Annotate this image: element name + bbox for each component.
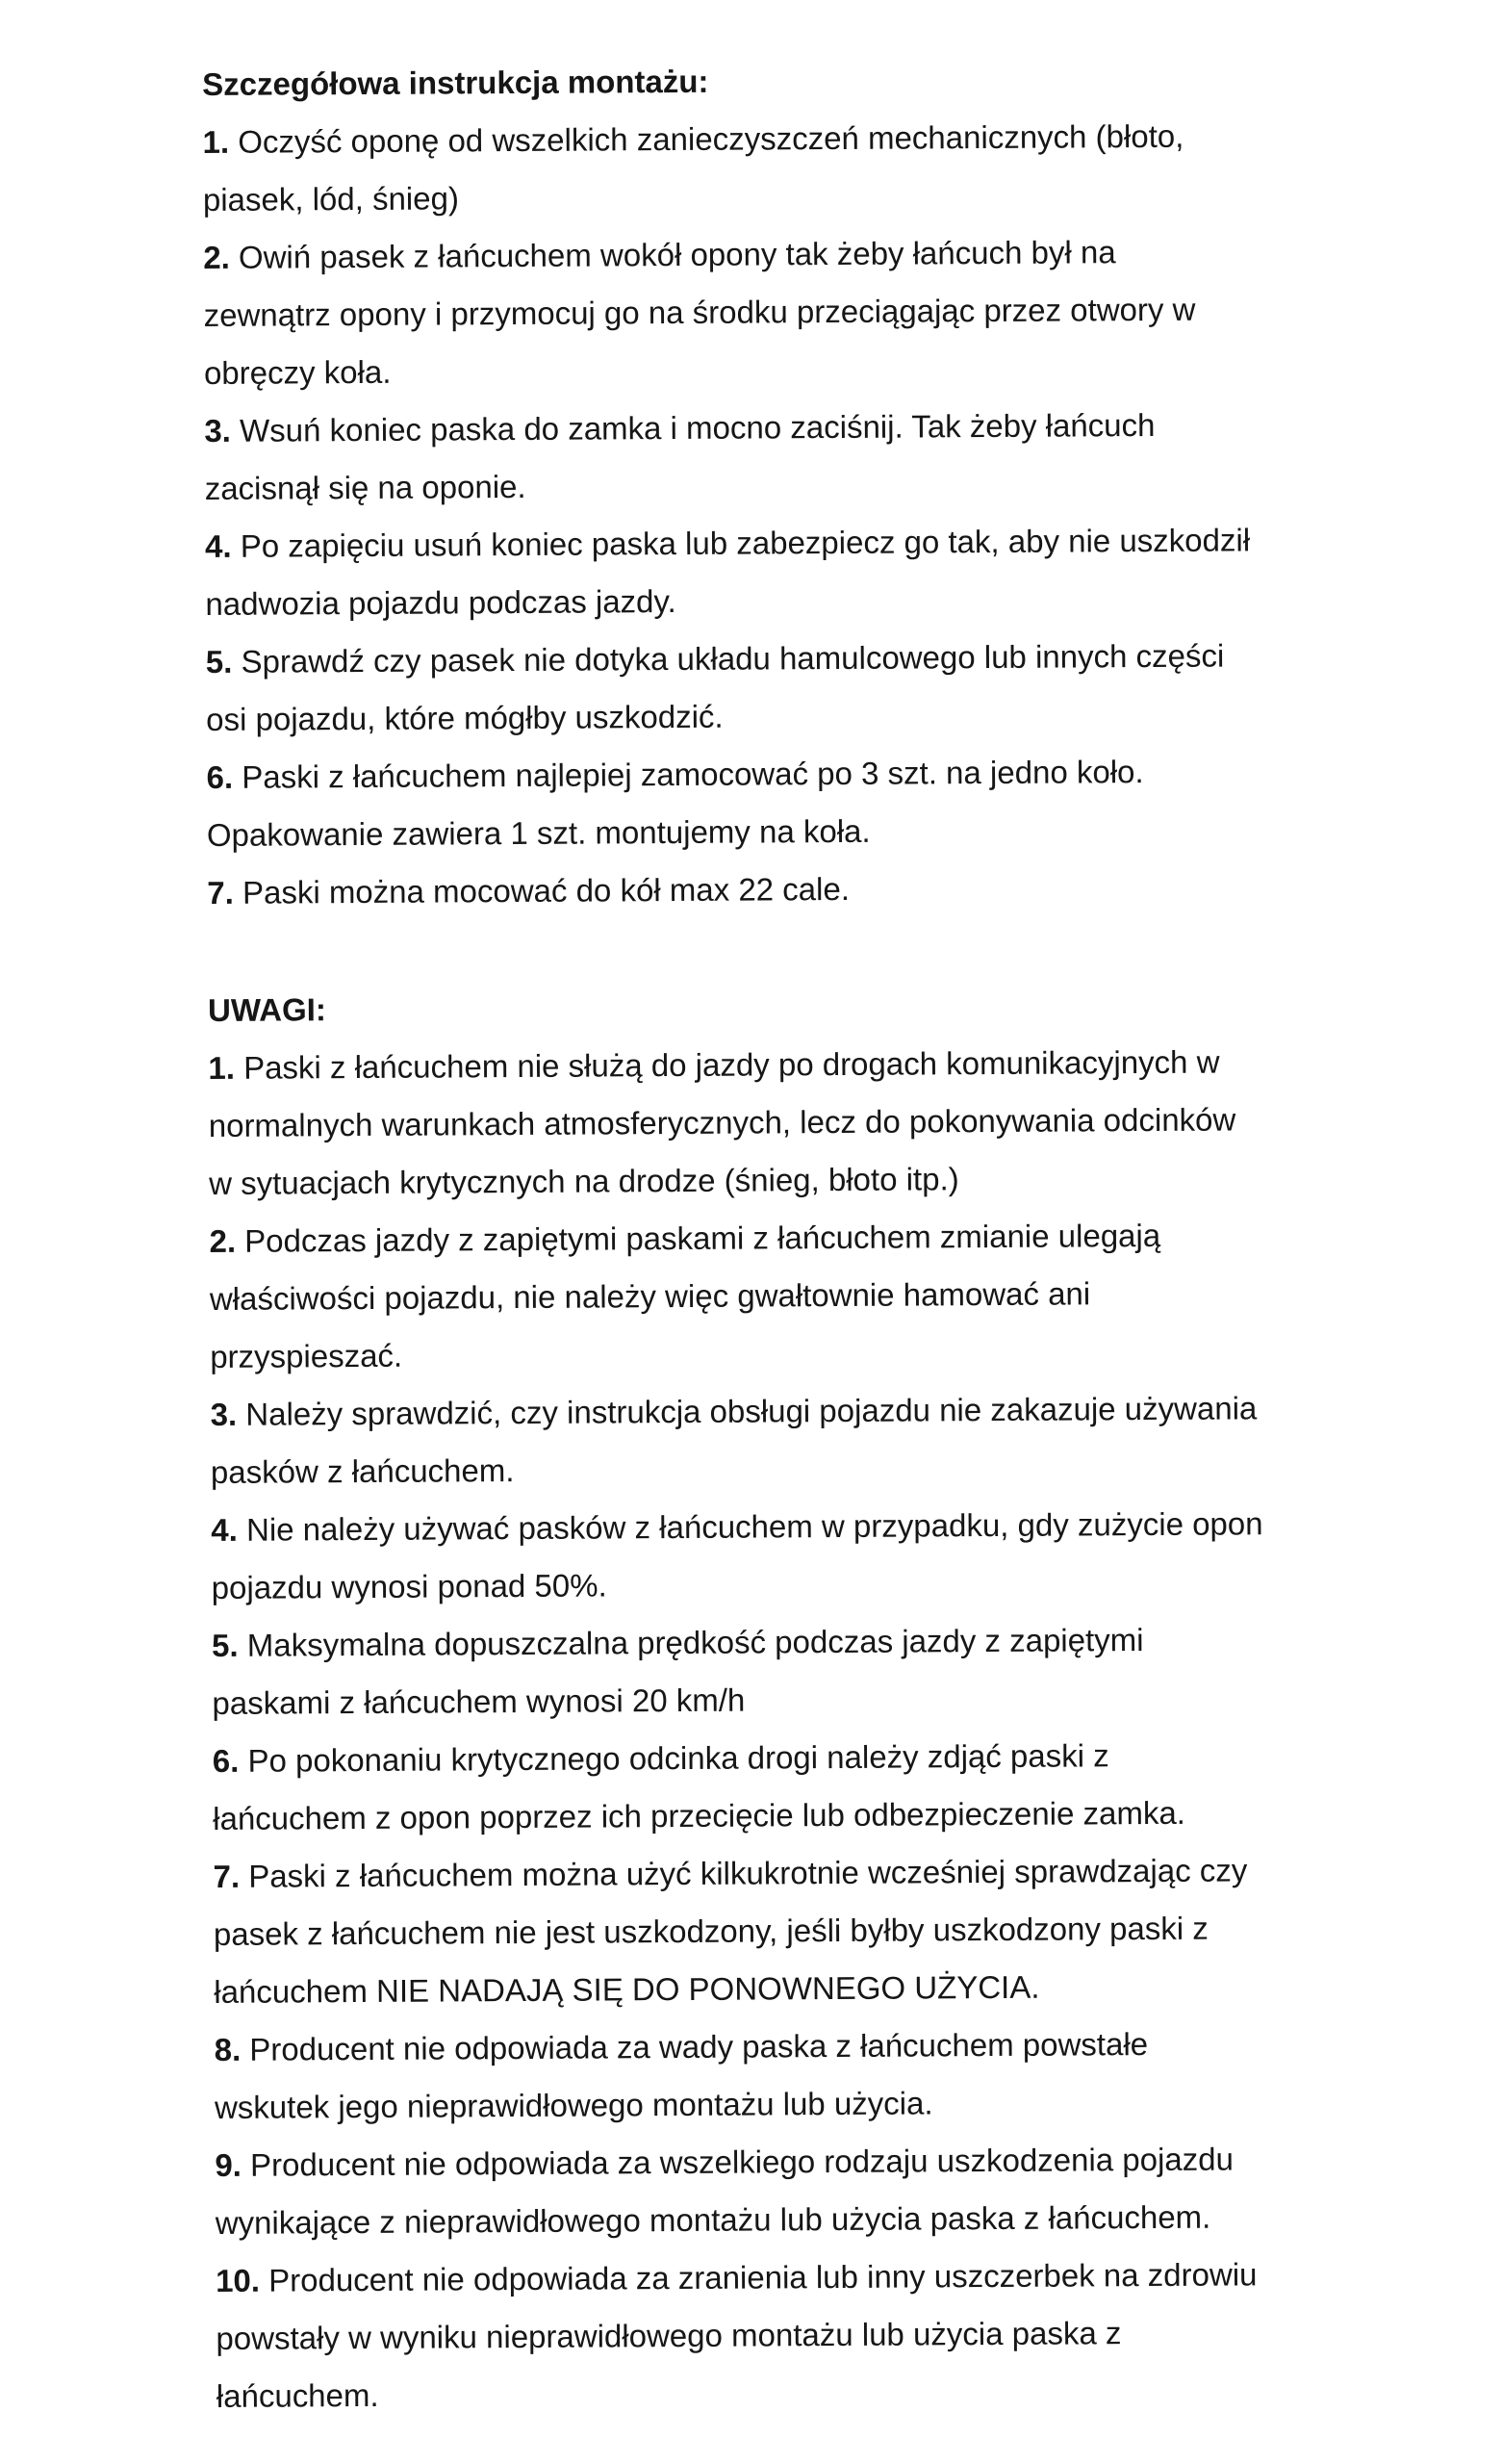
note-line: 7. Paski z łańcuchem można użyć kilkukrotnie wcześniej sprawdzając czy xyxy=(213,1852,1248,1894)
item-number: 4. xyxy=(204,527,232,564)
note-line: 8. Producent nie odpowiada za wady paska z łańcuchem powstałe xyxy=(214,2026,1149,2067)
note-line: w sytuacjach krytycznych na drodze (śnieg, błoto itp.) xyxy=(209,1161,959,1201)
instruction-document xyxy=(202,48,1502,2426)
instruction-line: osi pojazdu, które mógłby uszkodzić. xyxy=(206,698,724,737)
item-number: 5. xyxy=(205,643,233,680)
note-line: wskutek jego nieprawidłowego montażu lub użycia. xyxy=(214,2085,933,2125)
instruction-line: 4. Po zapięciu usuń koniec paska lub zabezpiecz go tak, aby nie uszkodził xyxy=(204,522,1251,564)
note-line: pasek z łańcuchem nie jest uszkodzony, jeśli byłby uszkodzony paski z xyxy=(213,1910,1209,1952)
instruction-line: Opakowanie zawiera 1 szt. montujemy na koła. xyxy=(206,812,871,853)
item-number: 5. xyxy=(211,1627,239,1663)
note-line: właściwości pojazdu, nie należy więc gwałtownie hamować ani xyxy=(209,1275,1091,1317)
note-line: łańcuchem. xyxy=(216,2376,379,2414)
note-line: pojazdu wynosi ponad 50%. xyxy=(211,1567,607,1605)
instruction-line: 2. Owiń pasek z łańcuchem wokół opony tak żeby łańcuch był na xyxy=(203,234,1116,275)
note-line: powstały w wyniku nieprawidłowego montażu lub użycia paska z xyxy=(216,2315,1122,2356)
instruction-line: zacisnął się na oponie. xyxy=(204,468,526,506)
note-line: 9. Producent nie odpowiada za wszelkiego rodzaju uszkodzenia pojazdu xyxy=(215,2141,1235,2183)
instructions-heading: Szczegółowa instrukcja montażu: xyxy=(202,63,709,102)
item-number: 8. xyxy=(214,2031,242,2067)
note-line: 2. Podczas jazdy z zapiętymi paskami z łańcuchem zmianie ulegają xyxy=(209,1217,1161,1259)
item-number: 1. xyxy=(202,123,230,160)
instruction-line: nadwozia pojazdu podczas jazdy. xyxy=(205,583,676,622)
section-spacer xyxy=(207,914,1501,982)
item-number: 7. xyxy=(213,1858,241,1894)
note-line: łańcuchem NIE NADAJĄ SIĘ DO PONOWNEGO UŻYCIA. xyxy=(214,1968,1040,2010)
notes-heading: UWAGI: xyxy=(207,991,326,1028)
note-line: normalnych warunkach atmosferycznych, lecz do pokonywania odcinków xyxy=(208,1101,1236,1143)
instruction-line: zewnątrz opony i przymocuj go na środku przeciągając przez otwory w xyxy=(203,291,1196,333)
note-line: 1. Paski z łańcuchem nie służą do jazdy po drogach komunikacyjnych w xyxy=(208,1043,1220,1086)
notes-list xyxy=(208,1032,1502,2426)
instruction-line: 7. Paski można mocować do kół max 22 cale. xyxy=(207,870,851,911)
item-number: 3. xyxy=(204,412,232,449)
item-number: 2. xyxy=(209,1222,237,1259)
note-line: wynikające z nieprawidłowego montażu lub użycia paska z łańcuchem. xyxy=(215,2198,1211,2241)
note-line: 6. Po pokonaniu krytycznego odcinka drogi należy zdjąć paski z xyxy=(212,1737,1109,1779)
item-number: 6. xyxy=(206,758,234,795)
item-number: 6. xyxy=(212,1742,240,1779)
instruction-line: 5. Sprawdź czy pasek nie dotyka układu hamulcowego lub innych części xyxy=(205,637,1225,680)
item-number: 2. xyxy=(203,239,230,275)
instruction-line: piasek, lód, śnieg) xyxy=(202,180,460,218)
note-line: 5. Maksymalna dopuszczalna prędkość podczas jazdy z zapiętymi xyxy=(211,1622,1144,1663)
instruction-line: 6. Paski z łańcuchem najlepiej zamocować po 3 szt. na jedno koło. xyxy=(206,754,1144,795)
item-number: 1. xyxy=(208,1049,236,1086)
item-number: 9. xyxy=(215,2146,242,2183)
note-line: przyspieszać. xyxy=(210,1337,403,1374)
instructions-list xyxy=(202,106,1501,922)
item-number: 10. xyxy=(216,2262,261,2298)
instruction-line: 3. Wsuń koniec paska do zamka i mocno zaciśnij. Tak żeby łańcuch xyxy=(204,406,1156,449)
instruction-line: obręczy koła. xyxy=(203,353,392,391)
item-number: 7. xyxy=(207,874,234,911)
item-number: 4. xyxy=(211,1511,238,1548)
item-number: 3. xyxy=(210,1396,238,1432)
note-line: 4. Nie należy używać pasków z łańcuchem w przypadku, gdy zużycie opon xyxy=(211,1505,1263,1548)
note-line: pasków z łańcuchem. xyxy=(210,1452,515,1490)
note-line: 3. Należy sprawdzić, czy instrukcja obsługi pojazdu nie zakazuje używania xyxy=(210,1390,1258,1432)
note-line: 10. Producent nie odpowiada za zranienia lub inny uszczerbek na zdrowiu xyxy=(216,2256,1258,2298)
note-line: łańcuchem z opon poprzez ich przecięcie lub odbezpieczenie zamka. xyxy=(213,1794,1186,1836)
note-line: paskami z łańcuchem wynosi 20 km/h xyxy=(212,1681,746,1721)
instruction-line: 1. Oczyść oponę od wszelkich zanieczyszczeń mechanicznych (błoto, xyxy=(202,117,1184,160)
